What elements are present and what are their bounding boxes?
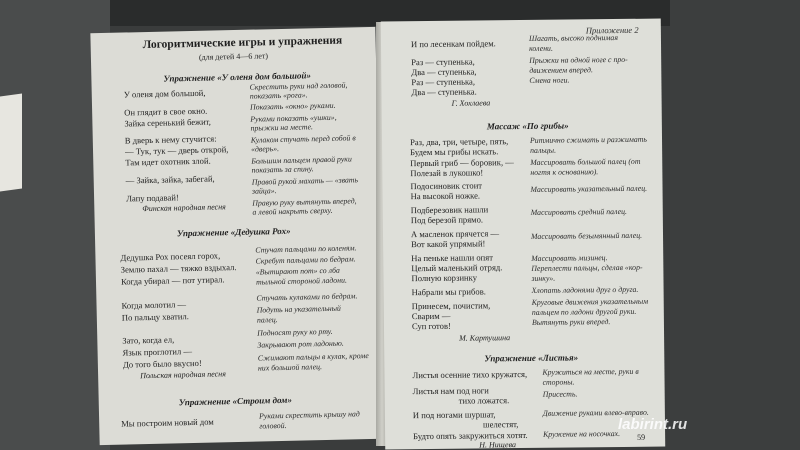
verse-line: Лапу подавай! bbox=[126, 192, 179, 204]
action-note: Ритмично сжимать и разжимать bbox=[529, 134, 647, 145]
author-attribution: М. Картушина bbox=[459, 333, 511, 343]
action-note: Сжимают пальцы в кулак, кроме bbox=[257, 351, 369, 363]
action-note: Подносят руку ко рту. bbox=[257, 326, 333, 338]
page-title: Логоритмические игры и упражнения bbox=[142, 34, 343, 52]
age-range: (для детей 4—6 лет) bbox=[198, 51, 269, 62]
verse-line: У оленя дом большой, bbox=[123, 87, 206, 100]
verse-line: А масленок прячется — bbox=[410, 228, 500, 240]
action-note: Круговые движения указательным bbox=[531, 296, 649, 307]
action-note: пальцем по ладони другой руки. bbox=[531, 306, 637, 317]
action-note: показать «рога». bbox=[249, 90, 308, 101]
action-note: палец. bbox=[256, 315, 278, 325]
exercise-heading-oleny: Упражнение «У оленя дом большой» bbox=[163, 70, 312, 84]
verse-line: Землю пахал — тяжко вздыхал. bbox=[120, 262, 237, 275]
action-note: Движение руками влево-вправо. bbox=[542, 407, 649, 418]
table-surface-right bbox=[670, 0, 800, 450]
verse-line: Раз, два, три, четыре, пять, bbox=[409, 136, 509, 148]
action-note: них большой палец. bbox=[257, 362, 323, 373]
author-attribution: Г. Хохлаева bbox=[451, 98, 491, 108]
verse-line: И под ногами шуршат, bbox=[412, 409, 496, 421]
verse-line: Подберезовик нашли bbox=[410, 204, 489, 216]
action-note: Подуть на указательный bbox=[256, 303, 341, 315]
action-note: а левой накрыть сверху. bbox=[252, 205, 333, 217]
appendix-header: Приложение 2 bbox=[585, 24, 639, 36]
action-note: Массировать большой палец (от bbox=[530, 156, 641, 167]
action-note: Правой рукой махать — «звать bbox=[251, 175, 359, 187]
exercise-heading-ded-roh: Упражнение «Дедушка Рох» bbox=[176, 225, 291, 239]
verse-line: До того было вкусно! bbox=[122, 357, 202, 370]
verse-line: Будем мы грибы искать. bbox=[410, 146, 499, 158]
verse-line: Сварим — bbox=[411, 310, 451, 322]
verse-line: Полезай в лукошко! bbox=[410, 167, 484, 179]
action-note: Руками скрестить крышу над bbox=[258, 409, 360, 421]
verse-line: Полную корзинку bbox=[411, 272, 478, 284]
action-note: Массировать безымянный палец. bbox=[530, 230, 643, 241]
action-note: зинку». bbox=[531, 273, 556, 283]
action-note: Кружиться на месте, руки в bbox=[542, 366, 639, 377]
verse-line: Два — ступенька. bbox=[411, 86, 477, 98]
verse-line: Когда молотил — bbox=[121, 299, 187, 311]
exercise-heading-stroim-dom: Упражнение «Строим дом» bbox=[178, 394, 293, 408]
right-page bbox=[381, 19, 665, 450]
verse-line: На пеньке нашли опят bbox=[411, 252, 493, 264]
massage-heading-po-griby: Массаж «По грибы» bbox=[486, 120, 569, 132]
verse-line: шелестят, bbox=[482, 419, 519, 430]
exercise-heading-listya: Упражнение «Листья» bbox=[484, 352, 579, 364]
verse-line: Принесем, почистим, bbox=[411, 300, 491, 312]
action-note: «дверь». bbox=[250, 144, 280, 154]
action-note: показать за спину. bbox=[251, 164, 314, 175]
verse-line: Вот какой упрямый! bbox=[411, 238, 486, 250]
verse-line: В дверь к нему стучится: bbox=[124, 133, 217, 146]
loose-paper-sheet bbox=[0, 93, 22, 191]
action-note: колени. bbox=[529, 43, 553, 53]
verse-line: Зато, когда ел, bbox=[122, 334, 175, 346]
action-note: Показать «окно» руками. bbox=[249, 100, 336, 112]
verse-line: Дедушка Рох посеял горох, bbox=[120, 250, 221, 263]
verse-line: Под березой прямо. bbox=[410, 214, 484, 226]
verse-line: — Зайка, зайка, забегай, bbox=[125, 173, 215, 186]
verse-line: Целый маленький отряд. bbox=[411, 262, 503, 274]
action-note: Закрывают рот ладонью. bbox=[257, 338, 344, 350]
action-note: Большим пальцем правой руки bbox=[251, 154, 352, 166]
verse-line: Подосиновик стоит bbox=[410, 180, 483, 192]
action-note: Стучать кулаками по бедрам. bbox=[256, 291, 358, 303]
action-note: Шагать, высоко поднимая bbox=[528, 32, 618, 43]
verse-line: — Тук, тук — дверь открой, bbox=[124, 144, 229, 157]
action-note: прыжки на месте. bbox=[250, 122, 314, 133]
verse-line: Зайка серенький бежит, bbox=[124, 116, 211, 129]
action-note: «Вытирают пот» со лба bbox=[255, 265, 340, 277]
action-note: Хлопать ладонями друг о друга. bbox=[531, 284, 639, 295]
action-note: Массировать мизинец. bbox=[531, 253, 608, 263]
action-note: Прыжки на одной ноге с про- bbox=[529, 54, 628, 65]
action-note: Кружение на носочках. bbox=[543, 428, 621, 439]
verse-line: Листья осенние тихо кружатся, bbox=[412, 368, 528, 381]
action-note: Руками показать «ушки», bbox=[250, 112, 337, 124]
left-page bbox=[90, 27, 384, 445]
action-note: тыльной стороной ладони. bbox=[255, 275, 347, 287]
action-note: зайца». bbox=[251, 186, 277, 196]
verse-line: Он глядит в свое окно. bbox=[124, 105, 208, 118]
verse-line: Мы построим новый дом bbox=[121, 416, 214, 429]
action-note: Вытянуть руки вперед. bbox=[531, 317, 611, 327]
action-note: стороны. bbox=[542, 377, 575, 387]
action-note: пальцы. bbox=[530, 145, 557, 155]
action-note: Массировать указательный палец. bbox=[530, 183, 648, 194]
verse-line: Там идет охотник злой. bbox=[125, 155, 211, 168]
action-note: Стучат пальцами по коленям. bbox=[255, 243, 357, 255]
verse-line: Когда убирал — пот утирал. bbox=[120, 274, 225, 287]
verse-line: Суп готов! bbox=[411, 320, 451, 332]
action-note: Переплести пальцы, сделав «кор- bbox=[531, 262, 643, 273]
verse-line: Будто опять закружиться хотят. bbox=[413, 429, 528, 442]
verse-line: Два — ступенька, bbox=[411, 66, 477, 78]
verse-line: И по лесенкам пойдем. bbox=[410, 38, 496, 50]
verse-line: Первый гриб — боровик, — bbox=[410, 157, 514, 169]
source-attribution: Польская народная песня bbox=[140, 369, 227, 381]
action-note: Правую руку вытянуть вперед, bbox=[252, 196, 357, 208]
verse-line: Раз — ступенька, bbox=[411, 56, 475, 68]
labirint-watermark: labirint.ru bbox=[618, 416, 688, 433]
source-attribution: Финская народная песня bbox=[142, 202, 226, 214]
action-note: Скрестить руки над головой, bbox=[249, 80, 348, 92]
verse-line: По пальцу хватил. bbox=[121, 311, 189, 323]
action-note: Массировать средний палец. bbox=[530, 206, 627, 217]
action-note: Смена ноги. bbox=[529, 75, 570, 85]
verse-line: тихо ложатся. bbox=[458, 395, 510, 406]
action-note: движением вперед. bbox=[529, 65, 593, 75]
page-number: 59 bbox=[637, 432, 646, 442]
action-note: головой. bbox=[259, 420, 287, 431]
action-note: Присесть. bbox=[542, 389, 578, 399]
action-note: Кулаком стучать перед собой в bbox=[250, 133, 356, 145]
verse-line: Язык проглотил — bbox=[122, 346, 193, 358]
action-note: ногтя к основанию). bbox=[530, 167, 599, 177]
verse-line: На высокой ножке. bbox=[410, 190, 481, 202]
action-note: Скребут пальцами по бедрам. bbox=[255, 254, 356, 266]
verse-line: Набрали мы грибов. bbox=[411, 286, 486, 298]
verse-line: Листья нам под ноги bbox=[412, 385, 489, 397]
verse-line: Раз — ступенька, bbox=[411, 76, 476, 88]
author-attribution: Н. Нищева bbox=[479, 440, 517, 450]
